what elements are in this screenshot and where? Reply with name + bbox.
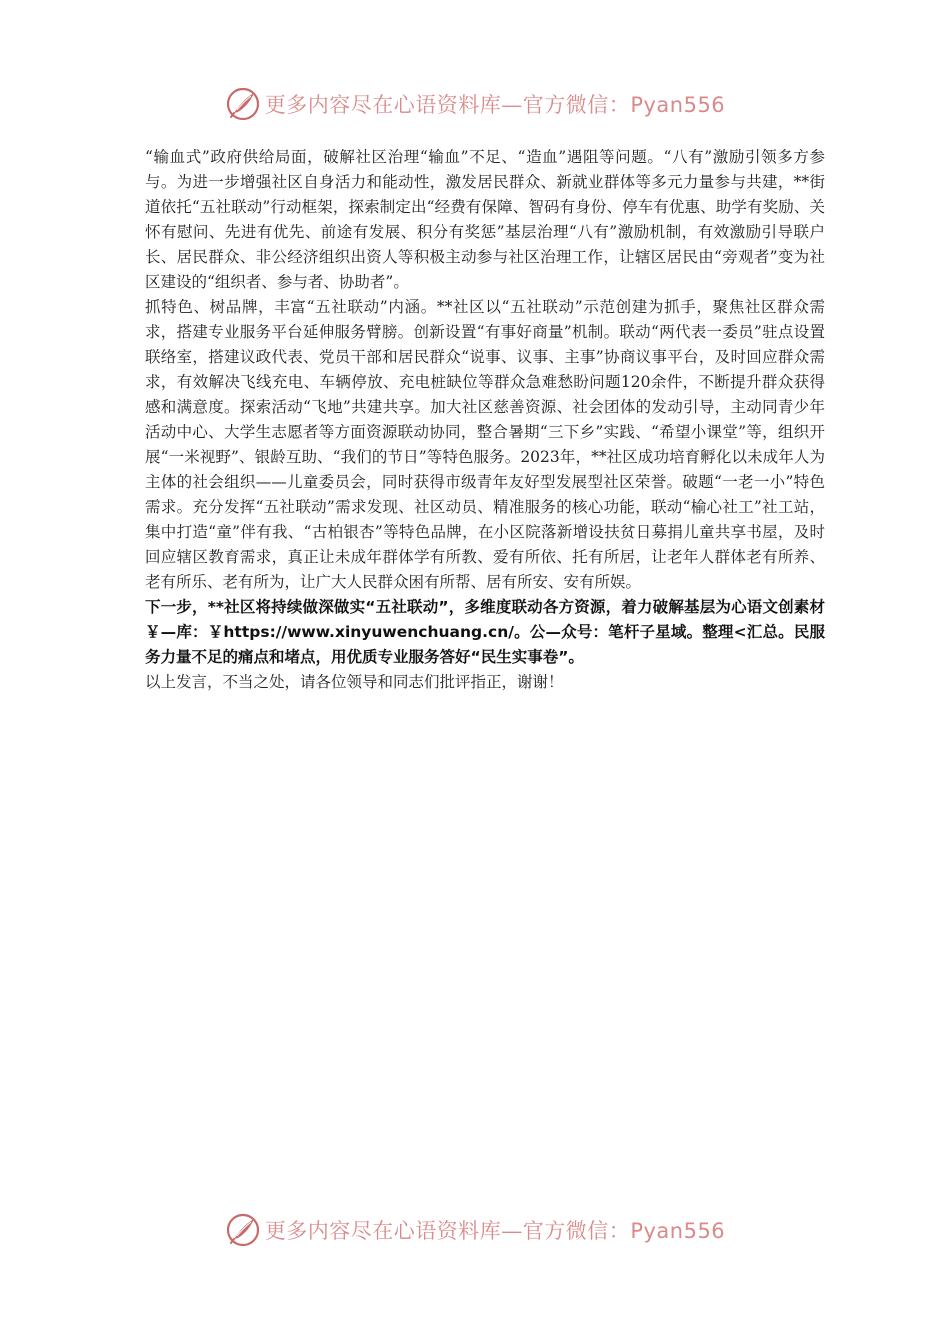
- document-body: [145, 145, 825, 695]
- header-banner-inner: [225, 86, 725, 122]
- header-banner-text: [265, 89, 725, 119]
- footer-banner-label: 更多内容尽在心语资料库—官方微信：: [264, 1219, 631, 1243]
- footer-banner-text: [265, 1215, 725, 1245]
- paragraph-4: 以上发言，不当之处，请各位领导和同志们批评指正，谢谢！: [145, 673, 564, 691]
- paragraph-3: 下一步，**社区将持续做深做实“五社联动”，多维度联动各方资源，着力破解基层为心语文创素材￥—库：￥https://www.xinyuwenchuang.cn/。公—众号：笔杆子星域。整理<汇总。民服务力量不足的痛点和堵点，用优质专业服务答好“民生实事卷”。: [145, 598, 825, 666]
- footer-banner: [0, 1210, 950, 1250]
- quill-logo-icon: [225, 1212, 261, 1248]
- paragraph-2: 抓特色、树品牌，丰富“五社联动”内涵。**社区以“五社联动”示范创建为抓手，聚焦社区群众需求，搭建专业服务平台延伸服务臂膀。创新设置“有事好商量”机制。联动“两代表一委员”驻点设置联络室，搭建议政代表、党员干部和居民群众“说事、议事、主事”协商议事平台，及时回应群众需求，有效解决飞线充电、车辆停放、充电桩缺位等群众急难愁盼问题120余件，不断提升群众获得感和满意度。探索活动“飞地”共建共享。加大社区慈善资源、社会团体的发动引导，主动同青少年活动中心、大学生志愿者等方面资源联动协同，整合暑期“三下乡”实践、“希望小课堂”等，组织开展“一米视野”、银龄互助、“我们的节日”等特色服务。2023年，**社区成功培育孵化以未成年人为主体的社会组织——儿童委员会，同时获得市级青年友好型发展型社区荣誉。破题“一老一小”特色需求。充分发挥“五社联动”需求发现、社区动员、精准服务的核心功能，联动“榆心社工”社工站，集中打造“童”伴有我、“古柏银杏”等特色品牌，在小区院落新增设扶贫日募捐儿童共享书屋，及时回应辖区教育需求，真正让未成年群体学有所教、爱有所依、托有所居，让老年人群体老有所养、老有所乐、老有所为，让广大人民群众困有所帮、居有所安、安有所娱。: [145, 298, 825, 591]
- footer-banner-code: Pyan556: [630, 1219, 726, 1243]
- header-banner-code: Pyan556: [630, 93, 726, 117]
- quill-logo-icon: [225, 86, 261, 122]
- footer-banner-inner: [225, 1212, 725, 1248]
- header-banner-label: 更多内容尽在心语资料库—官方微信：: [264, 93, 631, 117]
- header-banner: [0, 84, 950, 124]
- paragraph-1: “输血式”政府供给局面，破解社区治理“输血”不足、“造血”遇阻等问题。“八有”激励引领多方参与。为进一步增强社区自身活力和能动性，激发居民群众、新就业群体等多元力量参与共建，**街道依托“五社联动”行动框架，探索制定出“经费有保障、智码有身份、停车有优惠、助学有奖励、关怀有慰问、先进有优先、前途有发展、积分有奖惩”基层治理“八有”激励机制，有效激励引导联户长、居民群众、非公经济组织出资人等积极主动参与社区治理工作，让辖区居民由“旁观者”变为社区建设的“组织者、参与者、协助者”。: [145, 148, 825, 291]
